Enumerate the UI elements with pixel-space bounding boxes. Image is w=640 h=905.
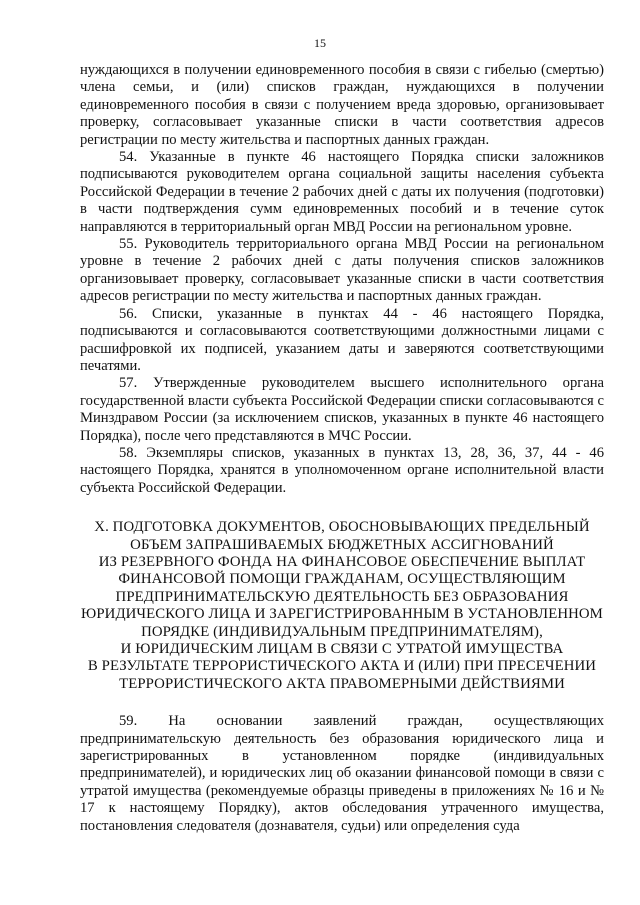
paragraph-54: 54. Указанные в пункте 46 настоящего Порядка списки заложников подписываются руководителем органа социальной защиты населения субъекта Российской Федерации в течение 2 рабочих дней с даты их получения (подготовки) в части подтверждения сумм единовременных пособий и в течение суток направляются в территориальный орган МВД России на региональном уровне. (80, 149, 604, 235)
paragraph-57: 57. Утвержденные руководителем высшего исполнительного органа государственной власти субъекта Российской Федерации списки согласовываются с Минздравом России (за исключением списков, указанных в пункте 46 настоящего Порядка), после чего представляются в МЧС России. (80, 375, 604, 444)
paragraph-58: 58. Экземпляры списков, указанных в пунктах 13, 28, 36, 37, 44 - 46 настоящего Порядка, хранятся в уполномоченном органе исполнительной власти субъекта Российской Федерации. (80, 444, 604, 496)
heading-line: ПРЕДПРИНИМАТЕЛЬСКУЮ ДЕЯТЕЛЬНОСТЬ БЕЗ ОБРАЗОВАНИЯ (115, 588, 569, 605)
paragraph-55: 55. Руководитель территориального органа МВД России на региональном уровне в течение 2 рабочих дней с даты получения списков заложников организовывает проверку, согласовывает указанные списки в части соответствия адресов регистрации по месту жительства и паспортных данных граждан. (80, 236, 604, 305)
heading-line: И ЮРИДИЧЕСКИМ ЛИЦАМ В СВЯЗИ С УТРАТОЙ ИМУЩЕСТВА (120, 641, 564, 657)
heading-line: ИЗ РЕЗЕРВНОГО ФОНДА НА ФИНАНСОВОЕ ОБЕСПЕЧЕНИЕ ВЫПЛАТ (98, 553, 586, 570)
page-number: 15 (314, 36, 326, 50)
heading-line: ФИНАНСОВОЙ ПОМОЩИ ГРАЖДАНАМ, ОСУЩЕСТВЛЯЮЩИМ (118, 571, 566, 588)
section-heading (80, 519, 604, 693)
paragraph-59: 59. На основании заявлений граждан, осуществляющих предпринимательскую деятельность без образования юридического лица и зарегистрированных в установленном порядке (индивидуальных предпринимателей), и юридических лиц об оказании финансовой помощи в связи с утратой имущества (рекомендуемые образцы приведены в приложениях № 16 и № 17 к настоящему Порядку), актов обследования утраченного имущества, постановления следователя (дознавателя, судьи) или определения суда (80, 713, 604, 834)
heading-line: ТЕРРОРИСТИЧЕСКОГО АКТА ПРАВОМЕРНЫМИ ДЕЙСТВИЯМИ (119, 675, 565, 692)
heading-line: ЮРИДИЧЕСКОГО ЛИЦА И ЗАРЕГИСТРИРОВАННЫМ В УСТАНОВЛЕННОМ (81, 606, 603, 623)
heading-line: ПОРЯДКЕ (ИНДИВИДУАЛЬНЫМ ПРЕДПРИНИМАТЕЛЯМ), (141, 623, 543, 640)
paragraph-continuation: нуждающихся в получении единовременного пособия в связи с гибелью (смертью) члена семьи, и (или) списков граждан, нуждающихся в получении единовременного пособия в связи с получением вреда здоровью, организовывает проверку, согласовывает указанные списки в части соответствия адресов регистрации по месту жительства и паспортных данных граждан. (80, 62, 604, 148)
heading-line: ОБЪЕМ ЗАПРАШИВАЕМЫХ БЮДЖЕТНЫХ АССИГНОВАНИЙ (130, 536, 554, 553)
paragraphs-after (80, 713, 604, 835)
paragraph-56: 56. Списки, указанные в пунктах 44 - 46 настоящего Порядка, подписываются и согласовываются соответствующими должностными лицами с расшифровкой их подписей, указанием даты и заверяются соответствующими печатями. (80, 305, 604, 374)
heading-line: X. ПОДГОТОВКА ДОКУМЕНТОВ, ОБОСНОВЫВАЮЩИХ ПРЕДЕЛЬНЫЙ (94, 519, 590, 536)
paragraphs-before (80, 62, 604, 497)
document-body (80, 62, 604, 835)
heading-line: В РЕЗУЛЬТАТЕ ТЕРРОРИСТИЧЕСКОГО АКТА И (ИЛИ) ПРИ ПРЕСЕЧЕНИИ (87, 658, 597, 675)
